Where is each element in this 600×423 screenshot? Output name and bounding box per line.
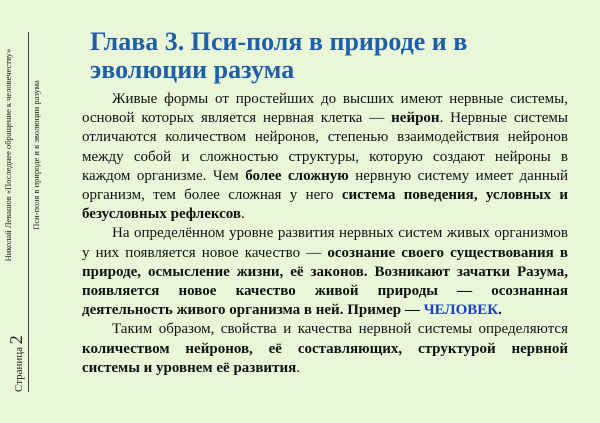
chapter-body bbox=[82, 90, 568, 378]
chapter-title: Глава 3. Пси-поля в природе и в эволюции разума bbox=[90, 27, 468, 84]
text: Живые формы от простейших до высших имеют нервные системы, основой которых является нервная клетка — bbox=[82, 91, 568, 127]
highlight-text: ЧЕЛОВЕК bbox=[423, 302, 499, 319]
page-sidebar bbox=[0, 0, 78, 423]
sidebar-divider bbox=[28, 32, 29, 392]
bold-text: . bbox=[498, 302, 502, 319]
text: На определённом уровне развития нервных систем живых организмов у них появляется новое качество — bbox=[82, 225, 568, 261]
text: . bbox=[296, 359, 300, 376]
page-indicator bbox=[6, 335, 29, 392]
bold-text: нейрон bbox=[391, 110, 440, 127]
paragraph-1 bbox=[82, 90, 568, 224]
paragraph-2 bbox=[82, 224, 568, 320]
text: Таким образом, свойства и качества нервной системы определяются bbox=[112, 321, 568, 338]
bold-text: система поведения, условных и безусловных рефлексов bbox=[82, 187, 568, 223]
book-title-line: Николай Левашов «Последнее обращение к человечеству» bbox=[3, 48, 13, 262]
bold-text: более сложную bbox=[245, 167, 349, 184]
sidebar-rotated-block bbox=[3, 32, 66, 392]
text: нервную систему имеет данный организм, тем более сложная у него bbox=[82, 167, 568, 204]
bold-text: количеством нейронов, её составляющих, структурой нервной системы и уровнем её развития bbox=[82, 340, 568, 376]
paragraph-3 bbox=[82, 320, 568, 378]
text: . Нервные системы отличаются количеством нейронов, степенью взаимодействия нейронов между собой и сложностью структуры, которую создают нейроны в каждом организме. Чем bbox=[82, 110, 568, 184]
bold-text: осознание своего существования в природе, осмысление жизни, её законов. Возникают зачатки Разума, появляется новое качество живой природы — осознанная деятельность живого организма в ней. Пример — bbox=[82, 244, 568, 319]
text: . bbox=[241, 206, 245, 223]
chapter-subtitle-line: Пси-поля в природе и в эволюции разума bbox=[31, 80, 41, 230]
page-content bbox=[82, 28, 568, 378]
page-word: Страница bbox=[13, 346, 25, 392]
page-number: 2 bbox=[6, 335, 26, 345]
